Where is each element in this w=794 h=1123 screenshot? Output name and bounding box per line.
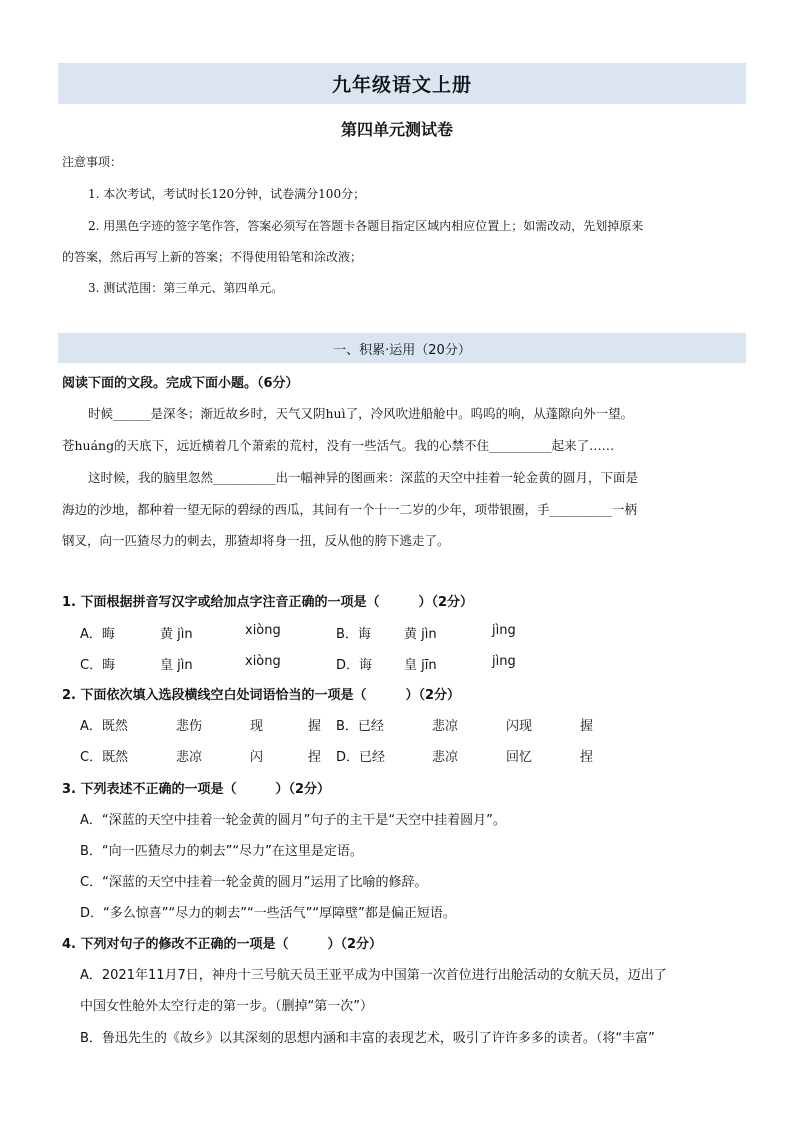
question-3-title: 3. 下列表述不正确的一项是（ ）（2分） — [62, 782, 331, 797]
option-d-word-2: 回忆 — [506, 750, 533, 765]
option-c-word-1: 悲凉 — [176, 750, 203, 765]
option-b-word-1: 悲凉 — [432, 719, 459, 734]
option-c-word-2: 闪 — [250, 750, 264, 765]
title-banner — [58, 63, 746, 104]
passage-line: 苍huáng的天底下，远近横着几个萧索的荒村，没有一些活气。我的心禁不住__________起来了…… — [62, 438, 615, 453]
option-d-label[interactable]: D．已经 — [336, 750, 386, 765]
option-a-label[interactable]: A．晦 — [80, 627, 115, 642]
option-a-line-2: 中国女性舱外太空行走的第一步。（删掉“第一次”） — [80, 999, 373, 1014]
option-c-label[interactable]: C．既然 — [80, 750, 129, 765]
page-title: 九年级语文上册 — [331, 74, 472, 96]
option-c-word-3: 捏 — [308, 750, 322, 765]
option-a-pinyin-2: xiòng — [245, 623, 281, 638]
option-d-word-1: 悲凉 — [432, 750, 459, 765]
section-banner — [58, 333, 746, 363]
option-b-label[interactable]: B．已经 — [336, 719, 384, 734]
option-b-word-3: 握 — [580, 719, 594, 734]
option-c[interactable]: C．“深蓝的天空中挂着一轮金黄的圆月”运用了比喻的修辞。 — [80, 875, 428, 890]
question-2-title: 2. 下面依次填入选段横线空白处词语恰当的一项是（ ）（2分） — [62, 688, 461, 703]
option-c-label[interactable]: C．晦 — [80, 658, 116, 673]
passage-line: 钢叉，向一匹猹尽力的刺去，那猹却将身一扭，反从他的胯下逃走了。 — [62, 533, 450, 548]
option-a-label[interactable]: A．既然 — [80, 719, 128, 734]
question-1-title: 1. 下面根据拼音写汉字或给加点字注音正确的一项是（ ）（2分） — [62, 595, 474, 610]
section-title: 一、积累·运用（20分） — [333, 342, 471, 358]
option-b-label[interactable]: B．诲 — [336, 627, 371, 642]
option-a-word-2: 现 — [250, 719, 264, 734]
passage-line: 海边的沙地，都种着一望无际的碧绿的西瓜，其间有一个十一二岁的少年，项带银圈，手__________一柄 — [62, 502, 638, 517]
passage-line: 时候______是深冬；渐近故乡时，天气又阴huì了，冷风吹进船舱中。呜呜的响，从蓬隙向外一望。 — [88, 406, 634, 421]
option-b-pinyin-1: 黄 jìn — [404, 627, 437, 642]
option-d-pinyin-2: jìng — [492, 654, 516, 669]
option-b-pinyin-2: jìng — [492, 623, 516, 638]
option-a-word-3: 握 — [308, 719, 322, 734]
page-subtitle: 第四单元测试卷 — [340, 120, 453, 139]
option-a-pinyin-1: 黄 jìn — [160, 627, 193, 642]
notice-item-2-line-2: 的答案，然后再写上新的答案；不得使用铅笔和涂改液； — [62, 250, 363, 264]
notice-item-1: 1. 本次考试，考试时长120分钟，试卷满分100分； — [88, 187, 366, 201]
option-d[interactable]: D．“多么惊喜”“尽力的刺去”“一些活气”“厚障壁”都是偏正短语。 — [80, 906, 456, 921]
option-a-word-1: 悲伤 — [176, 719, 203, 734]
notice-heading: 注意事项： — [62, 155, 123, 169]
option-c-pinyin-2: xiòng — [245, 654, 281, 669]
notice-item-3: 3. 测试范围：第三单元、第四单元。 — [88, 281, 284, 295]
option-b-word-2: 闪现 — [506, 719, 533, 734]
question-4-title: 4. 下列对句子的修改不正确的一项是（ ）（2分） — [62, 937, 383, 952]
notice-item-2-line-1: 2. 用黑色字迹的签字笔作答，答案必须写在答题卡各题目指定区域内相应位置上；如需改动，先划掉原来 — [88, 219, 644, 233]
passage-line: 这时候，我的脑里忽然__________出一幅神异的图画来：深蓝的天空中挂着一轮金黄的圆月，下面是 — [88, 470, 639, 485]
option-d-label[interactable]: D．诲 — [336, 658, 373, 673]
option-d-pinyin-1: 皇 jīn — [404, 658, 437, 673]
option-d-word-3: 捏 — [580, 750, 594, 765]
reading-instruction: 阅读下面的文段。完成下面小题。（6分） — [62, 376, 299, 391]
option-b[interactable]: B．“向一匹猹尽力的刺去”“尽力”在这里是定语。 — [80, 844, 363, 859]
option-a[interactable]: A．“深蓝的天空中挂着一轮金黄的圆月”句子的主干是“天空中挂着圆月”。 — [80, 813, 506, 828]
option-c-pinyin-1: 皇 jìn — [160, 658, 193, 673]
option-b-line-1[interactable]: B．鲁迅先生的《故乡》以其深刻的思想内涵和丰富的表现艺术，吸引了许许多多的读者。（将“丰富” — [80, 1031, 655, 1046]
option-a-line-1[interactable]: A．2021年11月7日，神舟十三号航天员王亚平成为中国第一次首位进行出舱活动的女航天员，迈出了 — [80, 968, 667, 983]
